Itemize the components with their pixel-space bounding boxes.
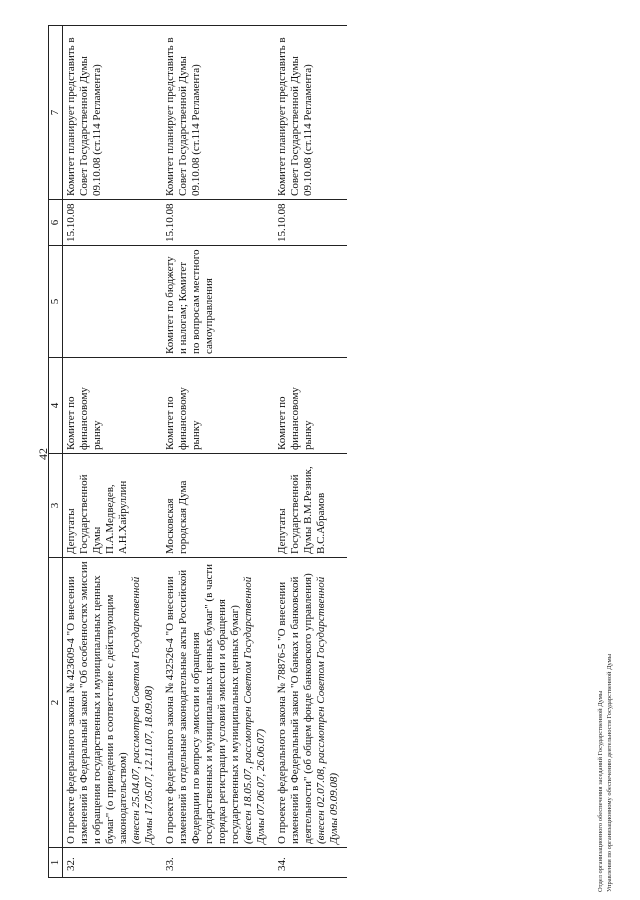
column-number: 6	[49, 200, 63, 246]
law-title: О проекте федерального закона № 432526-4 "О внесении изменений в отдельные законодательные акты Российской Федерации по вопросу эмиссии и обращения государственных и муниципальных ценных бумаг" (в части порядка регистрации условий эмиссии и обращения государственных и муниципальных ценных бумаг)	[164, 563, 241, 844]
date: 15.10.08	[63, 200, 163, 246]
row-number: 34.	[274, 848, 347, 878]
law-note: (внесен 25.04.07, рассмотрен Советом Государственной Думы 17.05.07, 12.11.07, 18.09.08)	[130, 576, 155, 844]
law-description	[162, 558, 274, 848]
status-note: Комитет планирует представить в Совет Государственной Думы 09.10.08 (ст.114 Регламента)	[162, 26, 274, 200]
co-executors: Комитет по бюджету и налогам; Комитет по вопросам местного самоуправления	[162, 246, 274, 358]
responsible-committee: Комитет по финансовому рынку	[63, 358, 163, 454]
co-executors	[63, 246, 163, 358]
agenda-table	[48, 25, 347, 878]
initiator: Депутаты Государственной Думы В.М.Резник, В.С.Абрамов	[274, 454, 347, 558]
row-number: 32.	[63, 848, 163, 878]
responsible-committee: Комитет по финансовому рынку	[162, 358, 274, 454]
status-note: Комитет планирует представить в Совет Государственной Думы 09.10.08 (ст.114 Регламента)	[63, 26, 163, 200]
table-row	[162, 26, 274, 878]
law-note: (внесен 18.05.07, рассмотрен Советом Государственной Думы 07.06.07, 26.06.07)	[242, 576, 267, 844]
status-note: Комитет планирует представить в Совет Государственной Думы 09.10.08 (ст.114 Регламента)	[274, 26, 347, 200]
column-number: 2	[49, 558, 63, 848]
page-number: 42	[36, 448, 50, 460]
law-title: О проекте федерального закона № 78876-5 "О внесении изменений в Федеральный закон "О банках и банковской деятельности" (об общем фонде банковского управления)	[276, 573, 314, 844]
column-number: 4	[49, 358, 63, 454]
date: 15.10.08	[162, 200, 274, 246]
table-row	[274, 26, 347, 878]
initiator: Московская городская Дума	[162, 454, 274, 558]
table-row	[63, 26, 163, 878]
document-footer	[596, 654, 614, 892]
column-number: 5	[49, 246, 63, 358]
law-title: О проекте федерального закона № 423609-4 "О внесении изменений в Федеральный закон "Об особенностях эмиссии и обращения государственных и муниципальных ценных бумаг" (о приведении в соответствие с действующим законодательством)	[65, 561, 129, 844]
law-description	[274, 558, 347, 848]
date: 15.10.08	[274, 200, 347, 246]
co-executors	[274, 246, 347, 358]
column-number: 1	[49, 848, 63, 878]
column-number-row	[49, 26, 63, 878]
law-note: (внесен 02.07.08, рассмотрен Советом Государственной Думы 09.09.08)	[315, 576, 340, 844]
column-number: 7	[49, 26, 63, 200]
row-number: 33.	[162, 848, 274, 878]
initiator: Депутаты Государственной Думы П.А.Медведев, А.Н.Хайруллин	[63, 454, 163, 558]
responsible-committee: Комитет по финансовому рынку	[274, 358, 347, 454]
column-number: 3	[49, 454, 63, 558]
footer-department: Отдел организационного обеспечения заседаний Государственной Думы	[597, 690, 604, 892]
law-description	[63, 558, 163, 848]
footer-directorate: Управления по организационному обеспечению деятельности Государственной Думы	[606, 653, 613, 892]
